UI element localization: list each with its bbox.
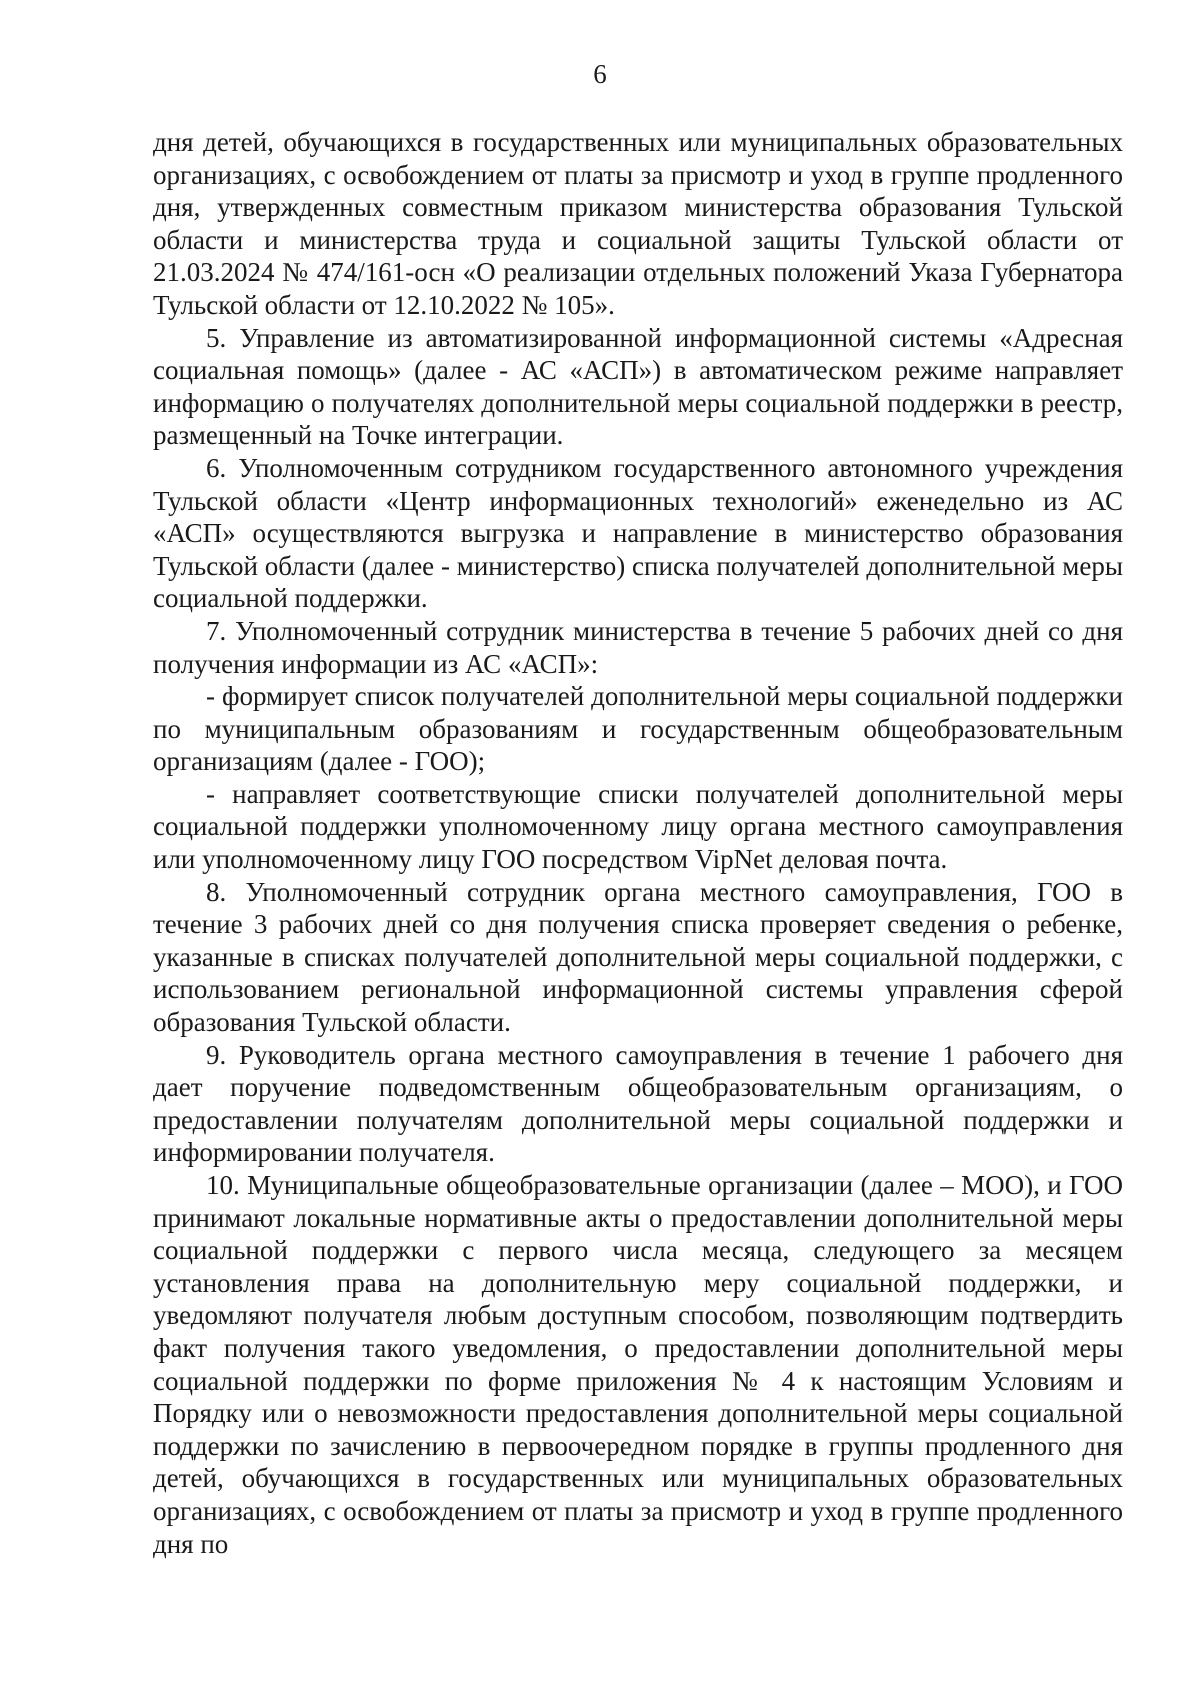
paragraph-item-6: 6. Уполномоченным сотрудником государственного автономного учреждения Тульской области «Центр информационных технологий» еженедельно из АС «АСП» осуществляются выгрузка и направление в министерство образования Тульской области (далее - министерство) списка получателей дополнительной меры социальной поддержки.	[153, 452, 1123, 614]
paragraph-item-7: 7. Уполномоченный сотрудник министерства в течение 5 рабочих дней со дня получения информации из АС «АСП»:	[153, 615, 1123, 679]
paragraph-continuation: дня детей, обучающихся в государственных или муниципальных образовательных организациях, с освобождением от платы за присмотр и уход в группе продленного дня, утвержденных совместным приказом министерства образования Тульской области и министерства труда и социальной защиты Тульской области от 21.03.2024 № 474/161-осн «О реализации отдельных положений Указа Губернатора Тульской области от 12.10.2022 № 105».	[153, 127, 1123, 320]
document-body	[153, 126, 1123, 1560]
paragraph-item-5: 5. Управление из автоматизированной информационной системы «Адресная социальная помощь» (далее - АС «АСП») в автоматическом режиме направляет информацию о получателях дополнительной меры социальной поддержки в реестр, размещенный на Точке интеграции.	[153, 322, 1123, 451]
paragraph-item-9: 9. Руководитель органа местного самоуправления в течение 1 рабочего дня дает поручение подведомственным общеобразовательным организациям, о предоставлении получателям дополнительной меры социальной поддержки и информировании получателя.	[153, 1039, 1123, 1168]
paragraph-item-10: 10. Муниципальные общеобразовательные организации (далее – МОО), и ГОО принимают локальные нормативные акты о предоставлении дополнительной меры социальной поддержки с первого числа месяца, следующего за месяцем установления права на дополнительную меру социальной поддержки, и уведомляют получателя любым доступным способом, позволяющим подтвердить факт получения такого уведомления, о предоставлении дополнительной меры социальной поддержки по форме приложения № 4 к настоящим Условиям и Порядку или о невозможности предоставления дополнительной меры социальной поддержки по зачислению в первоочередном порядке в группы продленного дня детей, обучающихся в государственных или муниципальных образовательных организациях, с освобождением от платы за присмотр и уход в группе продленного дня по	[153, 1170, 1123, 1559]
paragraph-item-8: 8. Уполномоченный сотрудник органа местного самоуправления, ГОО в течение 3 рабочих дней со дня получения списка проверяет сведения о ребенке, указанные в списках получателей дополнительной меры социальной поддержки, с использованием региональной информационной системы управления сферой образования Тульской области.	[153, 876, 1123, 1038]
page-number: 6	[593, 59, 607, 89]
paragraph-item-7-bullet-1: - формирует список получателей дополнительной меры социальной поддержки по муниципальным образованиям и государственным общеобразовательным организациям (далее - ГОО);	[153, 681, 1123, 777]
paragraph-item-7-bullet-2: - направляет соответствующие списки получателей дополнительной меры социальной поддержки уполномоченному лицу органа местного самоуправления или уполномоченному лицу ГОО посредством VipNet деловая почта.	[153, 778, 1123, 875]
